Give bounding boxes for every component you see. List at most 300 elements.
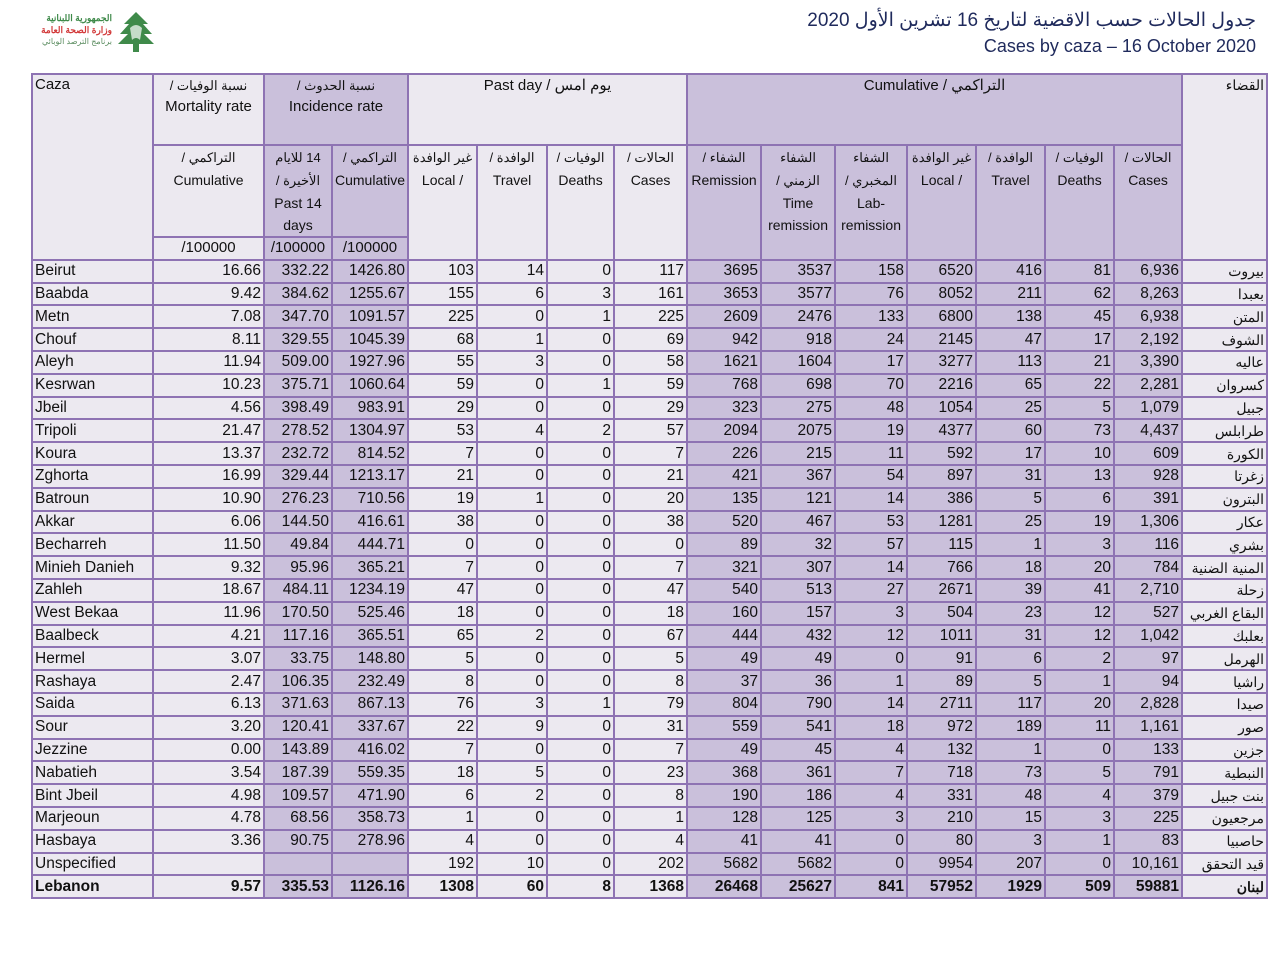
cell-inc14: 49.84	[264, 533, 332, 556]
cell-time-rem: 790	[761, 693, 835, 716]
cell-c-deaths: 17	[1045, 328, 1114, 351]
header-incidence-en: Incidence rate	[288, 98, 384, 115]
cell-inc14: 347.70	[264, 305, 332, 328]
cell-c-deaths: 20	[1045, 693, 1114, 716]
cell-caza-ar: الشوف	[1182, 328, 1267, 351]
cell-c-local: 718	[907, 761, 976, 784]
cell-c-travel: 17	[976, 442, 1045, 465]
cell-pd-cases: 18	[614, 602, 687, 625]
cell-lab-rem: 27	[835, 579, 907, 602]
cell-c-cases: 3,390	[1114, 351, 1182, 374]
cell-caza: Koura	[32, 442, 153, 465]
cell-remission: 49	[687, 739, 761, 762]
cell-pd-cases: 47	[614, 579, 687, 602]
header-inc-14-en: Past 14 days	[274, 195, 322, 233]
cell-pd-cases: 8	[614, 670, 687, 693]
cell-pd-travel: 0	[477, 374, 547, 397]
header-pd-deaths-ar: الوفيات /	[556, 150, 605, 165]
header-pd-cases	[614, 145, 687, 260]
cell-c-cases: 225	[1114, 807, 1182, 830]
cell-remission: 5682	[687, 853, 761, 876]
table-row	[32, 716, 1267, 739]
cell-inc14: 384.62	[264, 283, 332, 306]
header-mortality	[153, 74, 264, 145]
cell-c-cases: 609	[1114, 442, 1182, 465]
cell-remission: 421	[687, 465, 761, 488]
cell-inc14: 484.11	[264, 579, 332, 602]
cell-time-rem: 513	[761, 579, 835, 602]
cell-inc14: 329.55	[264, 328, 332, 351]
cell-pd-local: 18	[408, 761, 477, 784]
header-per100k-inccum: /100000	[332, 237, 408, 260]
cell-c-travel: 1	[976, 533, 1045, 556]
cell-inccum: 416.61	[332, 511, 408, 534]
cell-pd-deaths: 0	[547, 260, 614, 283]
cell-lab-rem: 54	[835, 465, 907, 488]
cell-inc14: 509.00	[264, 351, 332, 374]
header-c-deaths	[1045, 145, 1114, 260]
cell-c-travel: 416	[976, 260, 1045, 283]
cell-pd-cases: 20	[614, 488, 687, 511]
header-pd-local-ar: غير الوافدة	[412, 150, 473, 165]
cell-mort: 4.98	[153, 784, 264, 807]
cell-c-deaths: 10	[1045, 442, 1114, 465]
cell-mort: 4.78	[153, 807, 264, 830]
cell-caza: Sour	[32, 716, 153, 739]
cell-pd-deaths: 1	[547, 693, 614, 716]
cell-caza: Chouf	[32, 328, 153, 351]
cell-c-local: 3277	[907, 351, 976, 374]
cell-mort: 9.57	[153, 875, 264, 898]
table-row	[32, 784, 1267, 807]
cell-pd-local: 1308	[408, 875, 477, 898]
cell-c-cases: 527	[1114, 602, 1182, 625]
cell-pd-travel: 0	[477, 511, 547, 534]
cell-time-rem: 32	[761, 533, 835, 556]
cell-inccum: 559.35	[332, 761, 408, 784]
cell-pd-local: 4	[408, 830, 477, 853]
cell-c-travel: 138	[976, 305, 1045, 328]
cell-inccum: 1060.64	[332, 374, 408, 397]
header-c-local-en: Local /	[920, 172, 963, 188]
title-english: Cases by caza – 16 October 2020	[983, 36, 1256, 56]
cell-c-travel: 23	[976, 602, 1045, 625]
cell-lab-rem: 57	[835, 533, 907, 556]
cell-c-cases: 379	[1114, 784, 1182, 807]
header-pd-deaths	[547, 145, 614, 260]
cell-caza-ar: بشري	[1182, 533, 1267, 556]
cell-inccum	[332, 853, 408, 876]
table-row	[32, 533, 1267, 556]
cell-mort: 3.07	[153, 647, 264, 670]
cell-time-rem: 45	[761, 739, 835, 762]
cell-caza-ar: صور	[1182, 716, 1267, 739]
cell-c-cases: 2,192	[1114, 328, 1182, 351]
cell-caza-ar: عاليه	[1182, 351, 1267, 374]
cell-c-local: 1011	[907, 625, 976, 648]
cell-c-deaths: 0	[1045, 853, 1114, 876]
cell-pd-cases: 225	[614, 305, 687, 328]
cell-inc14: 117.16	[264, 625, 332, 648]
cell-caza: Rashaya	[32, 670, 153, 693]
cell-pd-local: 55	[408, 351, 477, 374]
cell-pd-travel: 6	[477, 283, 547, 306]
table-body	[32, 260, 1267, 898]
cell-pd-cases: 59	[614, 374, 687, 397]
cell-pd-deaths: 2	[547, 419, 614, 442]
cell-pd-local: 47	[408, 579, 477, 602]
table-row	[32, 807, 1267, 830]
cell-pd-cases: 117	[614, 260, 687, 283]
cell-caza: Bint Jbeil	[32, 784, 153, 807]
cell-c-travel: 207	[976, 853, 1045, 876]
cell-mort	[153, 853, 264, 876]
cell-caza-ar: عكار	[1182, 511, 1267, 534]
cell-c-travel: 31	[976, 465, 1045, 488]
cell-caza: Baabda	[32, 283, 153, 306]
cell-c-cases: 791	[1114, 761, 1182, 784]
cell-c-deaths: 6	[1045, 488, 1114, 511]
cell-pd-cases: 8	[614, 784, 687, 807]
header-c-lab	[835, 145, 907, 260]
cell-pd-deaths: 0	[547, 397, 614, 420]
cell-pd-local: 1	[408, 807, 477, 830]
logo-line-republic: الجمهورية اللبنانية	[46, 13, 112, 23]
cell-lab-rem: 19	[835, 419, 907, 442]
cell-lab-rem: 158	[835, 260, 907, 283]
header-inc-14-ar: 14 للايام الأخيرة /	[275, 150, 321, 188]
cell-inccum: 148.80	[332, 647, 408, 670]
cell-c-local: 331	[907, 784, 976, 807]
cell-pd-travel: 0	[477, 647, 547, 670]
cell-inc14: 90.75	[264, 830, 332, 853]
cell-lab-rem: 4	[835, 784, 907, 807]
cell-time-rem: 467	[761, 511, 835, 534]
cell-caza: Aleyh	[32, 351, 153, 374]
cell-mort: 3.20	[153, 716, 264, 739]
cell-caza-ar: حاصبيا	[1182, 830, 1267, 853]
cell-inccum: 365.21	[332, 556, 408, 579]
cell-lab-rem: 841	[835, 875, 907, 898]
cell-remission: 520	[687, 511, 761, 534]
table-row	[32, 374, 1267, 397]
header-incidence-ar: نسبة الحدوث /	[296, 78, 376, 93]
cell-time-rem: 361	[761, 761, 835, 784]
cell-time-rem: 121	[761, 488, 835, 511]
cell-c-deaths: 12	[1045, 625, 1114, 648]
cell-inc14: 68.56	[264, 807, 332, 830]
cell-inccum: 337.67	[332, 716, 408, 739]
cell-lab-rem: 18	[835, 716, 907, 739]
cell-c-local: 6520	[907, 260, 976, 283]
cell-time-rem: 215	[761, 442, 835, 465]
cell-inc14: 120.41	[264, 716, 332, 739]
cell-caza-ar: الكورة	[1182, 442, 1267, 465]
cell-pd-local: 6	[408, 784, 477, 807]
cell-inc14: 143.89	[264, 739, 332, 762]
cell-pd-deaths: 0	[547, 784, 614, 807]
table-row	[32, 761, 1267, 784]
cell-remission: 368	[687, 761, 761, 784]
cell-c-travel: 117	[976, 693, 1045, 716]
header-caza-ar: القضاء	[1182, 74, 1267, 260]
cell-pd-local: 7	[408, 739, 477, 762]
cell-time-rem: 125	[761, 807, 835, 830]
ministry-logo	[20, 10, 160, 56]
cell-lab-rem: 14	[835, 693, 907, 716]
cell-mort: 6.13	[153, 693, 264, 716]
cell-time-rem: 2476	[761, 305, 835, 328]
table-row	[32, 830, 1267, 853]
cell-lab-rem: 12	[835, 625, 907, 648]
cell-caza: Nabatieh	[32, 761, 153, 784]
cell-caza-ar: لبنان	[1182, 875, 1267, 898]
cell-c-cases: 83	[1114, 830, 1182, 853]
table-row	[32, 647, 1267, 670]
cell-c-travel: 73	[976, 761, 1045, 784]
header-inc-14	[264, 145, 332, 237]
cell-c-cases: 97	[1114, 647, 1182, 670]
header-c-travel	[976, 145, 1045, 260]
cell-c-local: 592	[907, 442, 976, 465]
cell-lab-rem: 0	[835, 647, 907, 670]
table-row	[32, 260, 1267, 283]
cell-pd-travel: 0	[477, 465, 547, 488]
cell-pd-deaths: 0	[547, 465, 614, 488]
header-c-remission-ar: الشفاء /	[702, 150, 746, 165]
cell-mort: 8.11	[153, 328, 264, 351]
cell-pd-cases: 38	[614, 511, 687, 534]
cell-pd-local: 29	[408, 397, 477, 420]
cell-mort: 11.94	[153, 351, 264, 374]
cell-time-rem: 307	[761, 556, 835, 579]
cell-mort: 9.32	[153, 556, 264, 579]
cell-remission: 226	[687, 442, 761, 465]
cell-pd-deaths: 0	[547, 625, 614, 648]
cell-caza: Kesrwan	[32, 374, 153, 397]
cell-c-cases: 94	[1114, 670, 1182, 693]
cell-pd-local: 65	[408, 625, 477, 648]
cell-caza-ar: بعبدا	[1182, 283, 1267, 306]
cell-inc14: 144.50	[264, 511, 332, 534]
cell-remission: 804	[687, 693, 761, 716]
cell-c-travel: 211	[976, 283, 1045, 306]
cell-pd-travel: 0	[477, 830, 547, 853]
cell-mort: 16.99	[153, 465, 264, 488]
cell-pd-travel: 0	[477, 305, 547, 328]
cell-pd-deaths: 0	[547, 830, 614, 853]
cell-lab-rem: 11	[835, 442, 907, 465]
table-row	[32, 419, 1267, 442]
cell-pd-cases: 69	[614, 328, 687, 351]
cell-pd-travel: 60	[477, 875, 547, 898]
cell-time-rem: 918	[761, 328, 835, 351]
cell-c-travel: 25	[976, 511, 1045, 534]
cell-pd-local: 192	[408, 853, 477, 876]
cell-caza: Marjeoun	[32, 807, 153, 830]
cell-mort: 2.47	[153, 670, 264, 693]
cell-c-deaths: 0	[1045, 739, 1114, 762]
cell-inc14: 109.57	[264, 784, 332, 807]
cell-pd-travel: 14	[477, 260, 547, 283]
cell-pd-local: 21	[408, 465, 477, 488]
cell-c-local: 2671	[907, 579, 976, 602]
cell-remission: 41	[687, 830, 761, 853]
cell-inc14: 335.53	[264, 875, 332, 898]
cell-inc14: 332.22	[264, 260, 332, 283]
cell-c-travel: 5	[976, 488, 1045, 511]
cell-c-deaths: 13	[1045, 465, 1114, 488]
cell-time-rem: 541	[761, 716, 835, 739]
header-mort-cum	[153, 145, 264, 237]
cell-caza-ar: طرابلس	[1182, 419, 1267, 442]
table-row	[32, 625, 1267, 648]
cell-mort: 21.47	[153, 419, 264, 442]
cell-c-deaths: 5	[1045, 397, 1114, 420]
cell-remission: 128	[687, 807, 761, 830]
cell-c-deaths: 5	[1045, 761, 1114, 784]
cell-time-rem: 432	[761, 625, 835, 648]
cell-lab-rem: 133	[835, 305, 907, 328]
logo-line-program: برنامج الترصد الوبائي	[41, 37, 112, 46]
cell-pd-travel: 1	[477, 328, 547, 351]
header-pd-cases-en: Cases	[630, 172, 671, 188]
cell-inccum: 710.56	[332, 488, 408, 511]
table-row	[32, 511, 1267, 534]
header-pd-cases-ar: الحالات /	[627, 150, 674, 165]
cell-c-cases: 2,710	[1114, 579, 1182, 602]
cell-inccum: 1091.57	[332, 305, 408, 328]
cell-pd-local: 225	[408, 305, 477, 328]
cell-inccum: 1126.16	[332, 875, 408, 898]
cell-pd-deaths: 1	[547, 305, 614, 328]
cell-remission: 768	[687, 374, 761, 397]
cell-c-cases: 10,161	[1114, 853, 1182, 876]
cell-remission: 323	[687, 397, 761, 420]
cell-c-deaths: 81	[1045, 260, 1114, 283]
header-pd-deaths-en: Deaths	[558, 172, 603, 188]
cell-c-deaths: 3	[1045, 533, 1114, 556]
cell-caza: Akkar	[32, 511, 153, 534]
cell-inc14: 187.39	[264, 761, 332, 784]
cell-inccum: 1304.97	[332, 419, 408, 442]
header-mortality-ar: نسبة الوفيات /	[169, 78, 248, 93]
header-c-lab-ar: الشفاء المخبري /	[845, 150, 898, 188]
cell-caza-ar: قيد التحقق	[1182, 853, 1267, 876]
cell-pd-deaths: 0	[547, 647, 614, 670]
header-mort-cum-ar: التراكمي /	[181, 150, 236, 165]
cell-pd-deaths: 0	[547, 761, 614, 784]
cell-remission: 2609	[687, 305, 761, 328]
cell-c-local: 897	[907, 465, 976, 488]
header-cumulative: Cumulative / التراكمي	[687, 74, 1182, 145]
cell-time-rem: 3537	[761, 260, 835, 283]
cell-mort: 16.66	[153, 260, 264, 283]
cell-pd-travel: 0	[477, 602, 547, 625]
cell-c-local: 115	[907, 533, 976, 556]
cell-c-deaths: 11	[1045, 716, 1114, 739]
cell-lab-rem: 3	[835, 602, 907, 625]
cell-pd-cases: 1368	[614, 875, 687, 898]
cell-c-cases: 133	[1114, 739, 1182, 762]
cell-pd-travel: 9	[477, 716, 547, 739]
cell-c-local: 972	[907, 716, 976, 739]
cell-pd-cases: 31	[614, 716, 687, 739]
cell-inc14: 276.23	[264, 488, 332, 511]
cell-mort: 4.56	[153, 397, 264, 420]
header-inc-cum-en: Cumulative	[335, 172, 406, 188]
cell-inc14: 170.50	[264, 602, 332, 625]
header-c-time-ar: الشفاء الزمني /	[776, 150, 820, 188]
cell-c-travel: 48	[976, 784, 1045, 807]
cell-c-deaths: 62	[1045, 283, 1114, 306]
cell-pd-cases: 5	[614, 647, 687, 670]
cell-c-local: 766	[907, 556, 976, 579]
cell-inccum: 1927.96	[332, 351, 408, 374]
cell-pd-deaths: 0	[547, 716, 614, 739]
cell-remission: 89	[687, 533, 761, 556]
cell-c-travel: 18	[976, 556, 1045, 579]
cell-c-deaths: 509	[1045, 875, 1114, 898]
cell-pd-travel: 0	[477, 442, 547, 465]
cell-c-cases: 1,306	[1114, 511, 1182, 534]
cell-inccum: 471.90	[332, 784, 408, 807]
cell-pd-cases: 67	[614, 625, 687, 648]
cell-pd-deaths: 0	[547, 670, 614, 693]
cell-pd-travel: 5	[477, 761, 547, 784]
cell-pd-deaths: 3	[547, 283, 614, 306]
cell-inc14: 371.63	[264, 693, 332, 716]
cell-c-travel: 65	[976, 374, 1045, 397]
cell-lab-rem: 0	[835, 830, 907, 853]
cell-pd-deaths: 0	[547, 739, 614, 762]
cell-c-local: 89	[907, 670, 976, 693]
cell-pd-deaths: 0	[547, 328, 614, 351]
header-c-travel-ar: الوافدة /	[988, 150, 1034, 165]
header-c-time-en: Time remission	[768, 195, 828, 233]
cell-time-rem: 2075	[761, 419, 835, 442]
cell-pd-deaths: 0	[547, 351, 614, 374]
cell-c-local: 4377	[907, 419, 976, 442]
cell-c-local: 210	[907, 807, 976, 830]
header-incidence	[264, 74, 408, 145]
cell-time-rem: 41	[761, 830, 835, 853]
table-row	[32, 442, 1267, 465]
cell-inccum: 1426.80	[332, 260, 408, 283]
cell-inccum: 867.13	[332, 693, 408, 716]
cell-caza-ar: البترون	[1182, 488, 1267, 511]
cell-c-local: 2216	[907, 374, 976, 397]
cell-pd-cases: 79	[614, 693, 687, 716]
cell-time-rem: 49	[761, 647, 835, 670]
cell-c-deaths: 3	[1045, 807, 1114, 830]
cell-c-cases: 2,828	[1114, 693, 1182, 716]
cell-mort: 3.54	[153, 761, 264, 784]
cell-pd-cases: 29	[614, 397, 687, 420]
cell-time-rem: 186	[761, 784, 835, 807]
cell-inccum: 814.52	[332, 442, 408, 465]
cell-c-local: 504	[907, 602, 976, 625]
page-title	[807, 8, 1256, 58]
table-row	[32, 579, 1267, 602]
cell-caza: Hermel	[32, 647, 153, 670]
header-c-deaths-en: Deaths	[1057, 172, 1102, 188]
cell-lab-rem: 53	[835, 511, 907, 534]
cell-pd-cases: 7	[614, 739, 687, 762]
cell-c-cases: 1,079	[1114, 397, 1182, 420]
cell-c-travel: 39	[976, 579, 1045, 602]
cell-mort: 3.36	[153, 830, 264, 853]
